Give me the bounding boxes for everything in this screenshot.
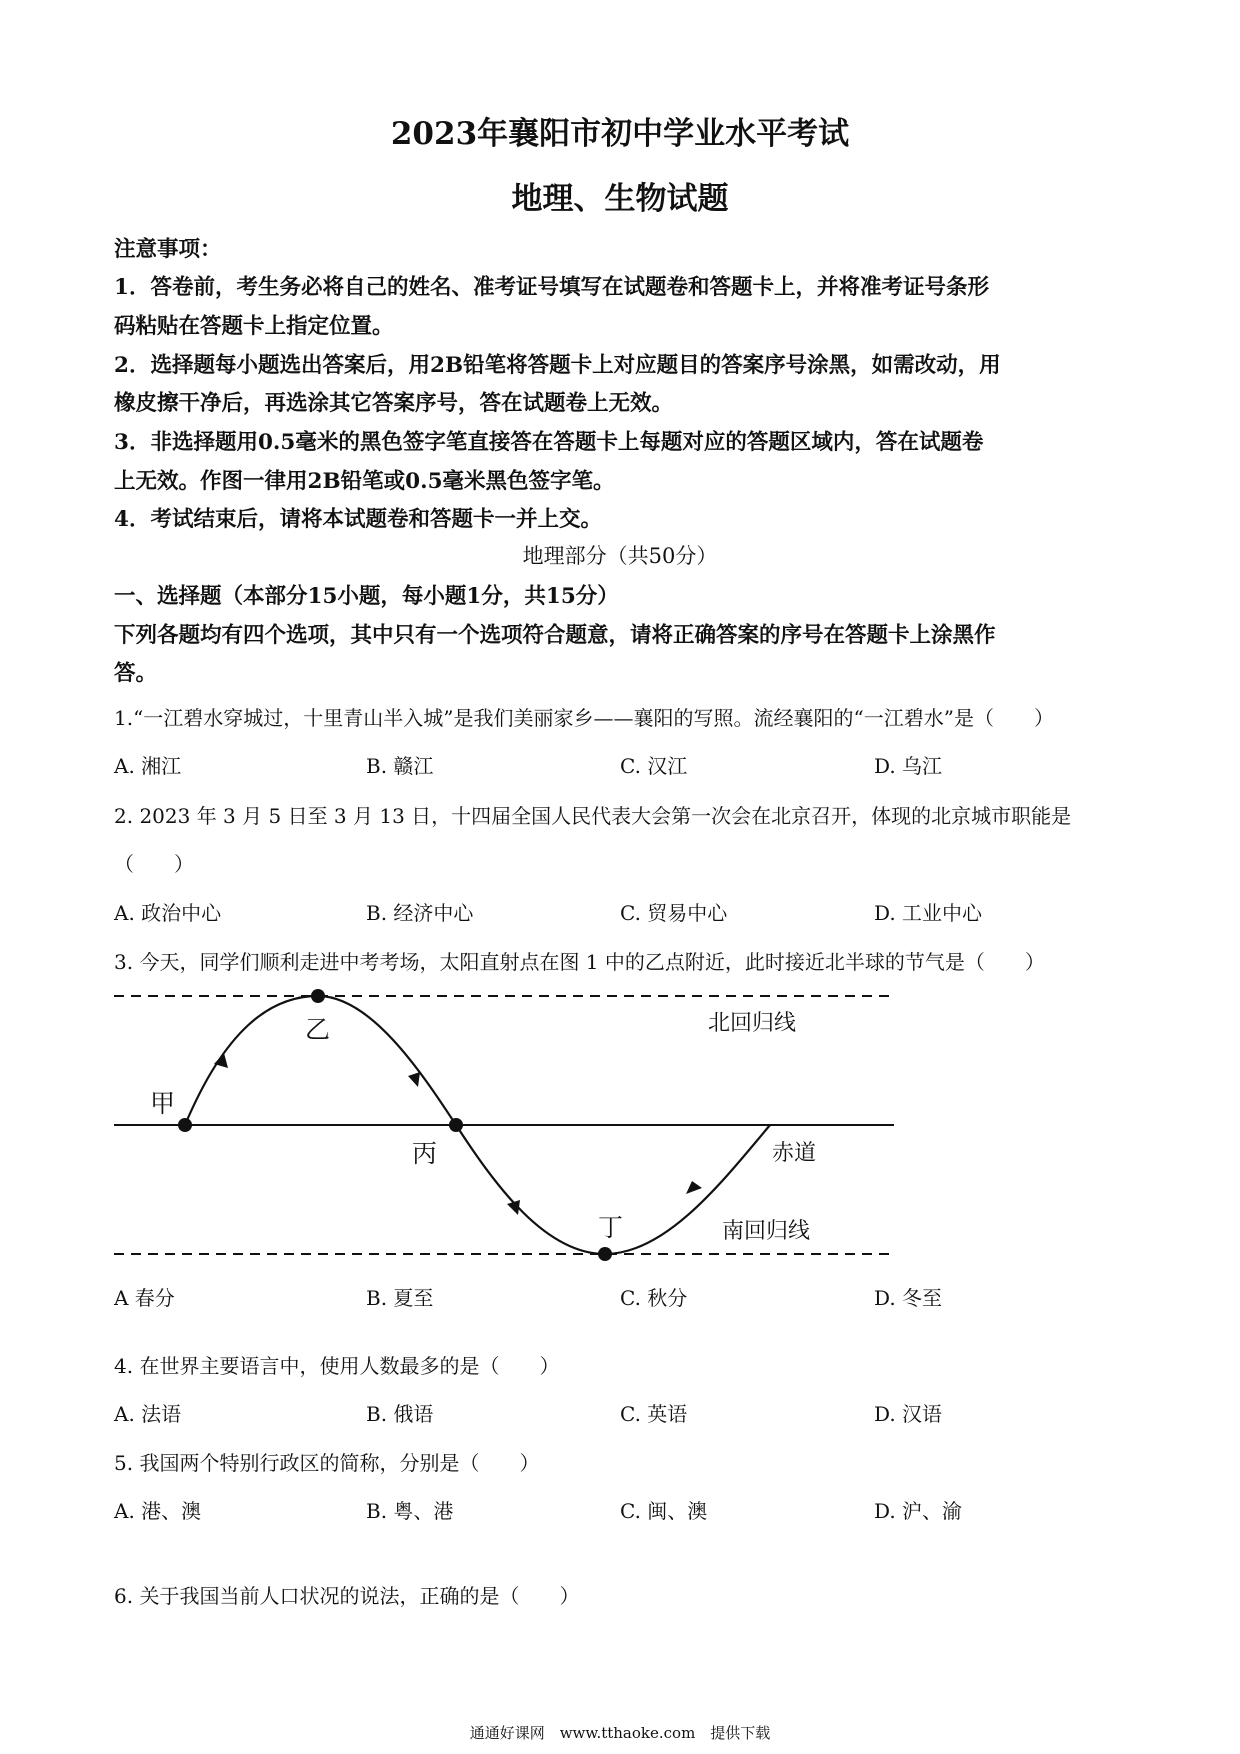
question-stem: 5. 我国两个特别行政区的简称，分别是（ ） bbox=[114, 1451, 540, 1475]
point-ding bbox=[598, 1247, 612, 1261]
label-tropic-of-cancer: 北回归线 bbox=[708, 1011, 797, 1036]
arrow-icon bbox=[507, 1200, 520, 1215]
sun-path-diagram bbox=[0, 980, 1240, 1280]
label-jia: 甲 bbox=[150, 1089, 176, 1118]
part-instruction: 下列各题均有四个选项，其中只有一个选项符合题意，请将正确答案的序号在答题卡上涂黑作 bbox=[114, 623, 996, 648]
label-bing: 丙 bbox=[412, 1139, 438, 1168]
notice-line: 橡皮擦干净后，再选涂其它答案序号，答在试题卷上无效。 bbox=[114, 391, 674, 416]
point-yi bbox=[311, 989, 325, 1003]
option-b: B. 俄语 bbox=[366, 1402, 434, 1426]
point-bing bbox=[449, 1118, 463, 1132]
point-jia bbox=[178, 1118, 192, 1132]
option-c: C. 秋分 bbox=[620, 1286, 688, 1310]
option-b: B. 夏至 bbox=[366, 1286, 434, 1310]
option-a: A. 政治中心 bbox=[114, 901, 222, 925]
option-a: A 春分 bbox=[114, 1286, 175, 1310]
question-stem-cont: （ ） bbox=[114, 852, 194, 876]
option-d: D. 乌江 bbox=[874, 754, 943, 778]
label-equator: 赤道 bbox=[772, 1141, 817, 1166]
option-c: C. 贸易中心 bbox=[620, 901, 728, 925]
arrow-icon bbox=[686, 1181, 702, 1194]
option-d: D. 冬至 bbox=[874, 1286, 943, 1310]
label-ding: 丁 bbox=[598, 1213, 624, 1242]
option-d: D. 汉语 bbox=[874, 1402, 943, 1426]
part-instruction: 答。 bbox=[114, 661, 158, 686]
question-stem: 1.“一江碧水穿城过，十里青山半入城”是我们美丽家乡——襄阳的写照。流经襄阳的“一江碧水”是（ ） bbox=[114, 706, 1054, 730]
notice-line: 4．考试结束后，请将本试题卷和答题卡一并上交。 bbox=[114, 507, 602, 532]
question-stem: 2. 2023 年 3 月 5 日至 3 月 13 日，十四届全国人民代表大会第一次会在北京召开，体现的北京城市职能是 bbox=[114, 804, 1072, 828]
notice-line: 1．答卷前，考生务必将自己的姓名、准考证号填写在试题卷和答题卡上，并将准考证号条形 bbox=[114, 275, 989, 300]
footer-watermark: 通通好课网 www.tthaoke.com 提供下载 bbox=[469, 1724, 771, 1742]
exam-title: 2023年襄阳市初中学业水平考试 bbox=[390, 116, 850, 152]
question-stem: 6. 关于我国当前人口状况的说法，正确的是（ ） bbox=[114, 1584, 580, 1608]
question-stem: 3. 今天，同学们顺利走进中考考场，太阳直射点在图 1 中的乙点附近，此时接近北半球的节气是（ ） bbox=[114, 950, 1045, 974]
notice-line: 3．非选择题用0.5毫米的黑色签字笔直接答在答题卡上每题对应的答题区域内，答在试题卷 bbox=[114, 430, 984, 455]
option-c: C. 闽、澳 bbox=[620, 1499, 708, 1523]
notice-heading: 注意事项： bbox=[114, 237, 222, 262]
section-title: 地理部分（共50分） bbox=[522, 544, 718, 568]
label-yi: 乙 bbox=[305, 1015, 331, 1044]
option-a: A. 港、澳 bbox=[114, 1499, 202, 1523]
part-title: 一、选择题（本部分15小题，每小题1分，共15分） bbox=[114, 584, 619, 609]
option-b: B. 粤、港 bbox=[366, 1499, 454, 1523]
option-a: A. 法语 bbox=[114, 1402, 182, 1426]
option-b: B. 赣江 bbox=[366, 754, 434, 778]
option-c: C. 英语 bbox=[620, 1402, 688, 1426]
option-d: D. 沪、渝 bbox=[874, 1499, 963, 1523]
option-d: D. 工业中心 bbox=[874, 901, 983, 925]
option-a: A. 湘江 bbox=[114, 754, 182, 778]
notice-line: 码粘贴在答题卡上指定位置。 bbox=[114, 314, 394, 339]
option-c: C. 汉江 bbox=[620, 754, 688, 778]
notice-line: 2．选择题每小题选出答案后，用2B铅笔将答题卡上对应题目的答案序号涂黑，如需改动，用 bbox=[114, 353, 1001, 378]
label-tropic-of-capricorn: 南回归线 bbox=[722, 1219, 811, 1244]
question-stem: 4. 在世界主要语言中，使用人数最多的是（ ） bbox=[114, 1354, 560, 1378]
exam-subtitle: 地理、生物试题 bbox=[511, 181, 729, 217]
arrow-icon bbox=[408, 1072, 420, 1087]
notice-line: 上无效。作图一律用2B铅笔或0.5毫米黑色签字笔。 bbox=[114, 469, 615, 494]
option-b: B. 经济中心 bbox=[366, 901, 474, 925]
